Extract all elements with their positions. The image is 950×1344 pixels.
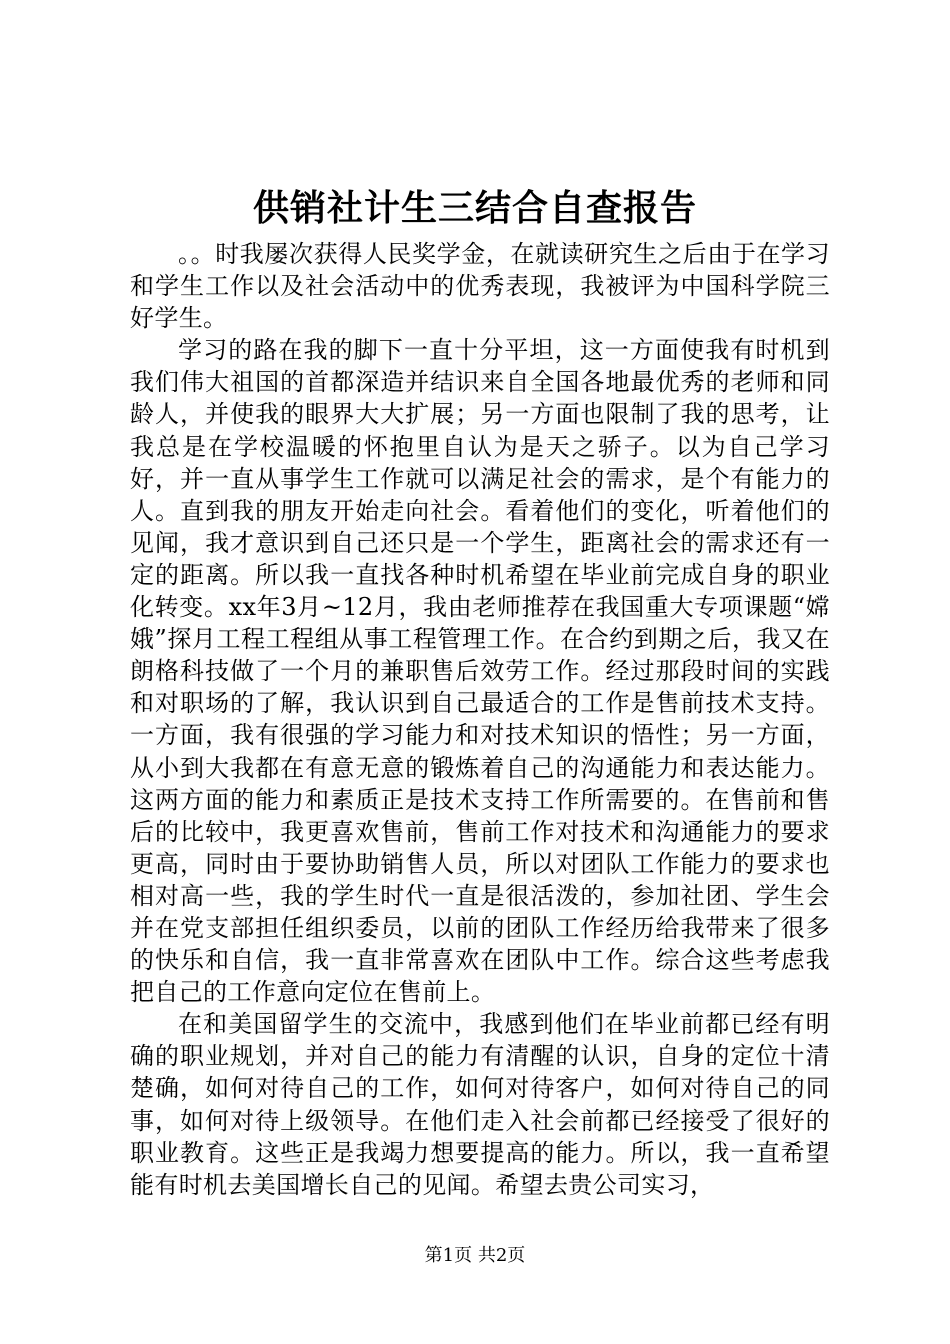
paragraph-2: 学习的路在我的脚下一直十分平坦，这一方面使我有时机到我们伟大祖国的首都深造并结识来自全国各地最优秀的老师和同龄人，并使我的眼界大大扩展；另一方面也限制了我的思考，让我总是在学校温暖的怀抱里自认为是天之骄子。以为自己学习好，并一直从事学生工作就可以满足社会的需求，是个有能力的人。直到我的朋友开始走向社会。看着他们的变化，听着他们的见闻，我才意识到自己还只是一个学生，距离社会的需求还有一定的距离。所以我一直找各种时机希望在毕业前完成自身的职业化转变。xx年3月~12月，我由老师推荐在我国重大专项课题“嫦娥”探月工程工程组从事工程管理工作。在合约到期之后，我又在朗格科技做了一个月的兼职售后效劳工作。经过那段时间的实践和对职场的了解，我认识到自己最适合的工作是售前技术支持。一方面，我有很强的学习能力和对技术知识的悟性；另一方面，从小到大我都在有意无意的锻炼着自己的沟通能力和表达能力。这两方面的能力和素质正是技术支持工作所需要的。在售前和售后的比较中，我更喜欢售前，售前工作对技术和沟通能力的要求更高，同时由于要协助销售人员，所以对团队工作能力的要求也相对高一些，我的学生时代一直是很活泼的，参加社团、学生会并在党支部担任组织委员，以前的团队工作经历给我带来了很多的快乐和自信，我一直非常喜欢在团队中工作。综合这些考虑我把自己的工作意向定位在售前上。 (130, 336, 830, 1007)
document-body (130, 238, 830, 1201)
page-number: 第1页 共2页 (424, 1245, 526, 1266)
paragraph-3: 在和美国留学生的交流中，我感到他们在毕业前都已经有明确的职业规划，并对自己的能力有清醒的认识，自身的定位十清楚确，如何对待自己的工作，如何对待客户，如何对待自己的同事，如何对待上级领导。在他们走入社会前都已经接受了很好的职业教育。这些正是我竭力想要提高的能力。所以，我一直希望能有时机去美国增长自己的见闻。希望去贵公司实习， (130, 1010, 830, 1199)
document-title: 供销社计生三结合自查报告 (252, 187, 697, 229)
paragraph-1: 。。时我屡次获得人民奖学金，在就读研究生之后由于在学习和学生工作以及社会活动中的优秀表现，我被评为中国科学院三好学生。 (130, 240, 830, 333)
page-footer (0, 1242, 950, 1270)
